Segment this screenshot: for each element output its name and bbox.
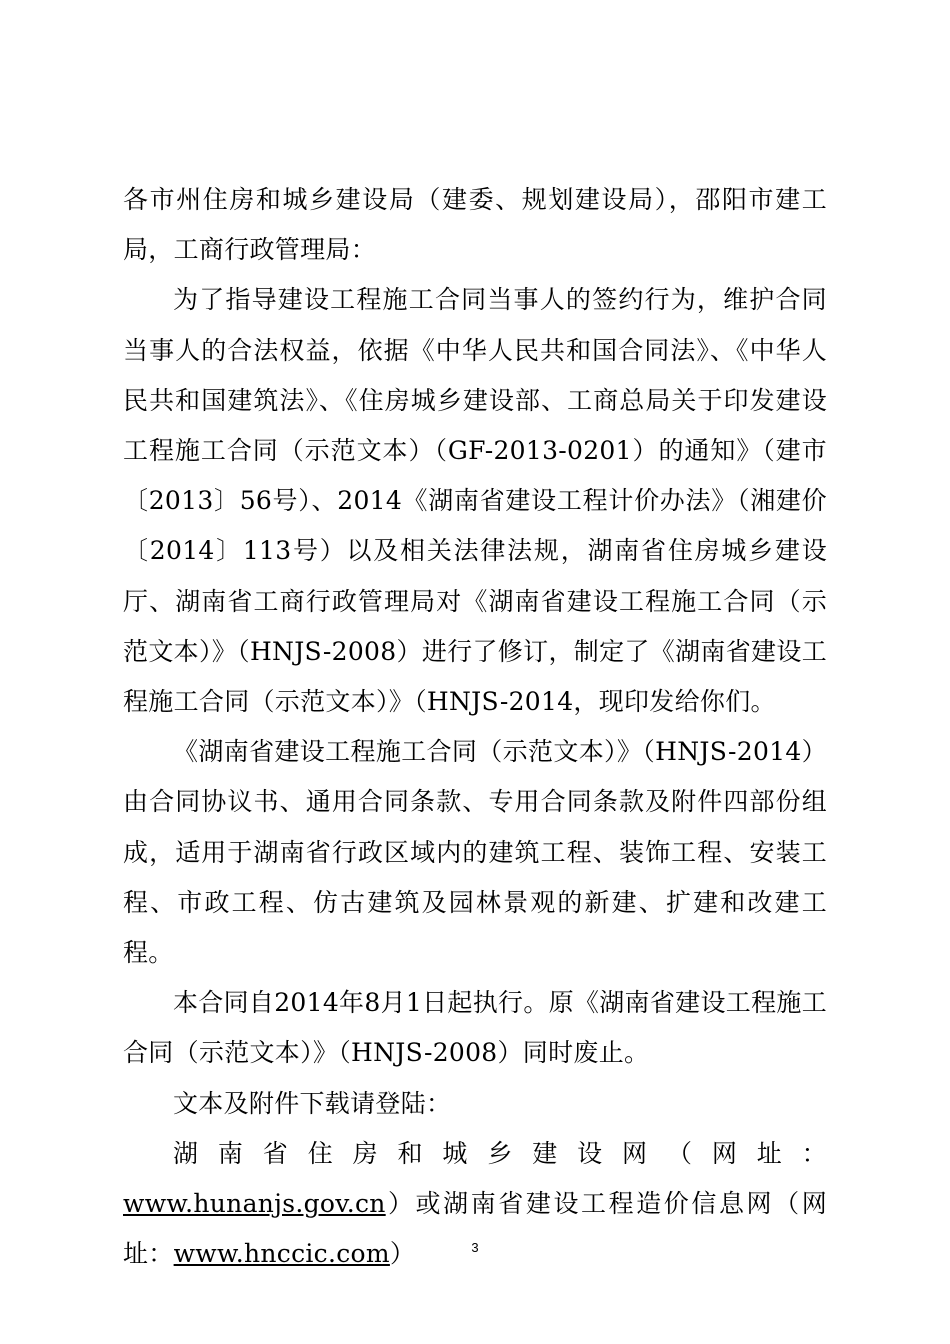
paragraph-website-list (123, 1129, 827, 1280)
site-1-url-link[interactable]: www.hunanjs.gov.cn (123, 1189, 386, 1219)
site-2-suffix: ） (389, 1239, 416, 1269)
page-number: 3 (471, 1240, 479, 1255)
site-1-prefix: 湖南省住房和城乡建设网（网址： (173, 1138, 827, 1168)
paragraph-effective-date: 本合同自2014年8月1日起执行。原《湖南省建设工程施工合同（示范文本）》（HNJS-2008）同时废止。 (123, 988, 827, 1068)
site-2-url-link[interactable]: www.hnccic.com (173, 1239, 390, 1269)
paragraph-purpose: 为了指导建设工程施工合同当事人的签约行为，维护合同当事人的合法权益，依据《中华人民共和国合同法》、《中华人民共和国建筑法》、《住房城乡建设部、工商总局关于印发建设工程施工合同（示范文本）（GF-2013-0201）的通知》（建市〔2013〕56号）、2014《湖南省建设工程计价办法》（湘建价〔2014〕113号）以及相关法律法规，湖南省住房城乡建设厅、湖南省工商行政管理局对《湖南省建设工程施工合同（示范文本）》（HNJS-2008）进行了修订，制定了《湖南省建设工程施工合同（示范文本）》（HNJS-2014，现印发给你们。 (123, 285, 827, 717)
salutation: 各市州住房和城乡建设局（建委、规划建设局），邵阳市建工局，工商行政管理局： (123, 185, 827, 265)
site-2-prefix: 湖南省建设工程造价信息网（网址： (123, 1189, 827, 1269)
paragraph-composition: 《湖南省建设工程施工合同（示范文本）》（HNJS-2014）由合同协议书、通用合同条款、专用合同条款及附件四部份组成，适用于湖南省行政区域内的建筑工程、装饰工程、安装工程、市政工程、仿古建筑及园林景观的新建、扩建和改建工程。 (123, 737, 827, 968)
paragraph-download-note: 文本及附件下载请登陆： (173, 1088, 452, 1118)
document-body (123, 175, 827, 1279)
site-1-suffix: ）或 (385, 1189, 444, 1219)
